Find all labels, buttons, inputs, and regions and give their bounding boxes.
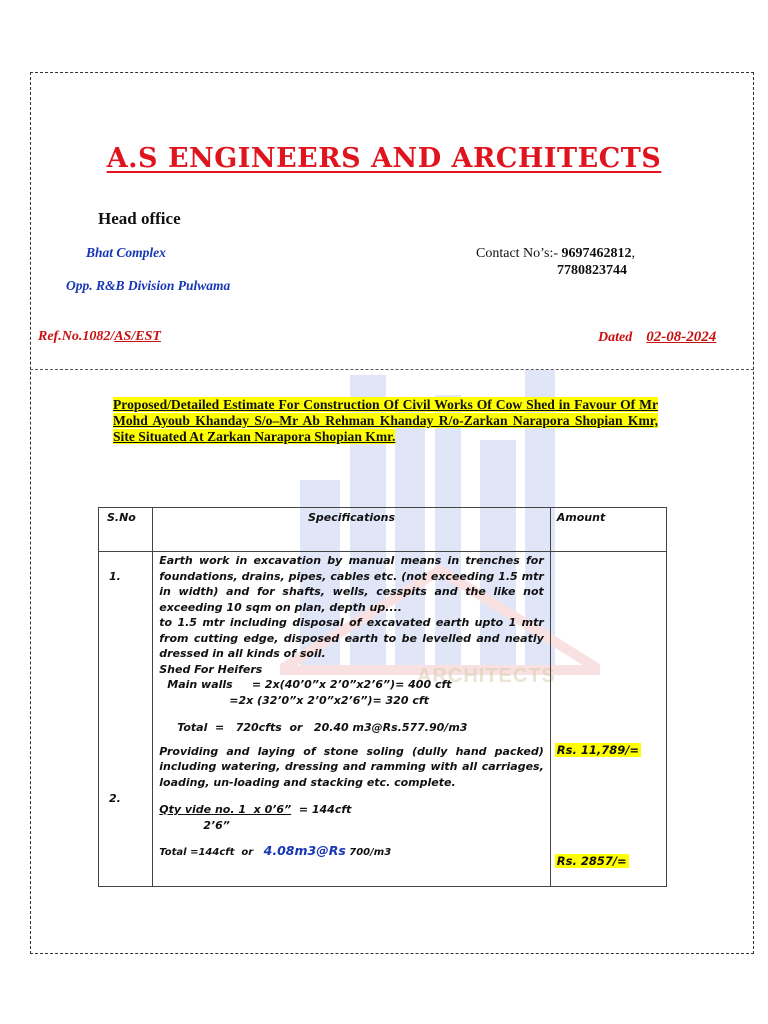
header-specifications: Specifications (153, 508, 551, 552)
item-1-calc-2: =2x (32’0”x 2’0”x2’6”)= 320 cft (229, 693, 429, 707)
item-2-total-value: 4.08m3@Rs (263, 843, 346, 858)
item-1-description-a: Earth work in excavation by manual means in trenches for foundations, drains, pipes, cables etc. (not exceeding 1.5 mtr in width) and for shafts, wells, cesspits and the like not exceeding 10 sqm on plan, depth up.... (159, 554, 544, 614)
spacer (159, 833, 544, 843)
contact-block (476, 245, 635, 279)
address-line-2: Opp. R&B Division Pulwama (66, 278, 231, 293)
phone-1-suffix: , (631, 246, 636, 261)
item-2-qty-line-2: 2’6” (203, 818, 230, 832)
estimate-title-text: Proposed/Detailed Estimate For Construction Of Civil Works Of Cow Shed in Favour Of Mr Mohd Ayoub Khanday S/o–Mr Ab Rehman Khanday R/o-Zarkan Narapora Shopian Kmr, Site Situated At Zarkan Narapora Shopian Kmr. (113, 397, 658, 444)
item-2-total (159, 843, 544, 861)
table-header-row (99, 508, 667, 552)
table-row (99, 552, 667, 887)
item-2-amount: Rs. 2857/= (556, 854, 627, 868)
item-2-qty (159, 802, 544, 818)
item-2-sno: 2. (109, 792, 121, 805)
estimate-title (113, 397, 658, 445)
ref-suffix: AS/EST (114, 329, 161, 344)
estimate-table (98, 507, 667, 887)
firm-name: A.S ENGINEERS AND ARCHITECTS (106, 143, 662, 174)
dated-block (598, 329, 716, 346)
item-2-description: Providing and laying of stone soling (dully hand packed) including watering, dressing and ramming with all carriages, loading, un-loading and stacking etc. complete. (159, 744, 544, 789)
head-office-label: Head office (98, 209, 181, 228)
item-2-total-prefix: Total =144cft or (159, 847, 264, 858)
amount-cell (550, 552, 666, 887)
item-2-qty-result: = 144cft (291, 803, 352, 816)
contact-label: Contact No’s:- (476, 246, 559, 261)
spacer (159, 708, 544, 720)
address-line-1: Bhat Complex (86, 245, 166, 260)
item-1-total: Total = 720cfts or 20.40 m3@Rs.577.90/m3 (177, 721, 468, 734)
reference-number (38, 329, 161, 345)
ref-prefix: Ref.No.1082/ (38, 329, 115, 344)
item-1-subheading: Shed For Heifers (159, 662, 263, 676)
dated-label: Dated (598, 330, 633, 345)
phone-1: 9697462812 (561, 246, 632, 261)
item-1-amount: Rs. 11,789/= (556, 743, 640, 757)
item-1-sno: 1. (109, 570, 121, 583)
phone-2: 7780823744 (557, 263, 627, 278)
spacer (159, 790, 544, 802)
item-1-description-b: to 1.5 mtr including disposal of excavated earth upto 1 mtr from cutting edge, disposed earth to be levelled and neatly dressed in all kinds of soil. (159, 616, 544, 660)
specification-cell (153, 552, 551, 887)
sno-cell (99, 552, 153, 887)
spacer (159, 736, 544, 744)
item-2-qty-line: Qty vide no. 1 x 0’6” (159, 803, 292, 816)
item-2-total-suffix: 700/m3 (345, 847, 392, 858)
watermark-text: ARCHITECTS (417, 665, 556, 687)
header-amount: Amount (550, 508, 666, 552)
header-sno: S.No (99, 508, 153, 552)
item-1-calc-1: Main walls = 2x(40’0”x 2’0”x2’6”)= 400 cft (167, 678, 452, 691)
date-value: 02-08-2024 (646, 329, 717, 345)
